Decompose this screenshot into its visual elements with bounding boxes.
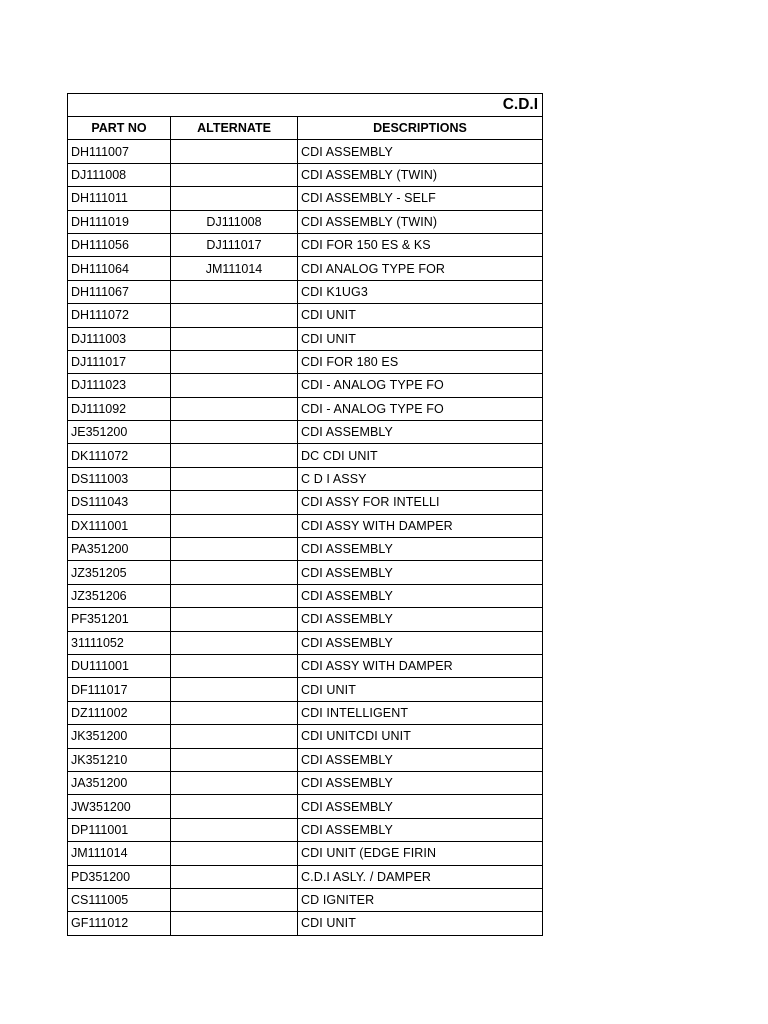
alternate-cell: JM111014 bbox=[171, 257, 298, 280]
part-no-cell: DJ111017 bbox=[68, 350, 171, 373]
table-body bbox=[68, 140, 543, 935]
part-no-cell: GF111012 bbox=[68, 912, 171, 935]
description-cell: CDI - ANALOG TYPE FO bbox=[298, 397, 543, 420]
description-cell: CDI ASSEMBLY bbox=[298, 818, 543, 841]
description-cell: CDI ASSEMBLY bbox=[298, 584, 543, 607]
alternate-cell: DJ111008 bbox=[171, 210, 298, 233]
alternate-cell bbox=[171, 584, 298, 607]
table-row bbox=[68, 748, 543, 771]
table-row bbox=[68, 584, 543, 607]
alternate-cell bbox=[171, 350, 298, 373]
part-no-cell: DJ111092 bbox=[68, 397, 171, 420]
table-row bbox=[68, 350, 543, 373]
description-cell: CDI ASSEMBLY bbox=[298, 631, 543, 654]
part-no-cell: DK111072 bbox=[68, 444, 171, 467]
part-no-cell: DH111007 bbox=[68, 140, 171, 163]
table-row bbox=[68, 795, 543, 818]
description-cell: CDI ASSEMBLY bbox=[298, 140, 543, 163]
description-cell: CDI ASSEMBLY bbox=[298, 771, 543, 794]
title-row bbox=[68, 94, 543, 117]
description-cell: CDI FOR 180 ES bbox=[298, 350, 543, 373]
sheet-title: C.D.I bbox=[68, 94, 543, 117]
table-row bbox=[68, 257, 543, 280]
table-row bbox=[68, 912, 543, 935]
description-cell: CDI UNIT (EDGE FIRIN bbox=[298, 842, 543, 865]
alternate-cell bbox=[171, 397, 298, 420]
part-no-cell: JZ351205 bbox=[68, 561, 171, 584]
part-no-cell: JM111014 bbox=[68, 842, 171, 865]
parts-sheet bbox=[67, 93, 542, 936]
alternate-cell bbox=[171, 280, 298, 303]
part-no-cell: JK351210 bbox=[68, 748, 171, 771]
table-row bbox=[68, 888, 543, 911]
description-cell: C.D.I ASLY. / DAMPER bbox=[298, 865, 543, 888]
alternate-cell bbox=[171, 842, 298, 865]
table-row bbox=[68, 865, 543, 888]
alternate-cell bbox=[171, 374, 298, 397]
alternate-cell bbox=[171, 327, 298, 350]
table-row bbox=[68, 538, 543, 561]
part-no-cell: JK351200 bbox=[68, 725, 171, 748]
column-header-alternate: ALTERNATE bbox=[171, 117, 298, 140]
alternate-cell bbox=[171, 865, 298, 888]
part-no-cell: DJ111003 bbox=[68, 327, 171, 350]
alternate-cell bbox=[171, 818, 298, 841]
table-row bbox=[68, 678, 543, 701]
alternate-cell bbox=[171, 140, 298, 163]
part-no-cell: DZ111002 bbox=[68, 701, 171, 724]
description-cell: CDI UNIT bbox=[298, 912, 543, 935]
part-no-cell: DH111067 bbox=[68, 280, 171, 303]
description-cell: CDI - ANALOG TYPE FO bbox=[298, 374, 543, 397]
table-row bbox=[68, 725, 543, 748]
table-row bbox=[68, 374, 543, 397]
description-cell: CDI FOR 150 ES & KS bbox=[298, 233, 543, 256]
part-no-cell: PD351200 bbox=[68, 865, 171, 888]
table-row bbox=[68, 631, 543, 654]
description-cell: CDI ASSEMBLY (TWIN) bbox=[298, 210, 543, 233]
alternate-cell bbox=[171, 771, 298, 794]
alternate-cell bbox=[171, 888, 298, 911]
part-no-cell: PA351200 bbox=[68, 538, 171, 561]
table-row bbox=[68, 187, 543, 210]
table-row bbox=[68, 233, 543, 256]
description-cell: CDI ASSEMBLY (TWIN) bbox=[298, 163, 543, 186]
table-row bbox=[68, 163, 543, 186]
table-row bbox=[68, 842, 543, 865]
description-cell: CDI UNIT bbox=[298, 327, 543, 350]
description-cell: CD IGNITER bbox=[298, 888, 543, 911]
table-row bbox=[68, 421, 543, 444]
description-cell: CDI UNITCDI UNIT bbox=[298, 725, 543, 748]
part-no-cell: JZ351206 bbox=[68, 584, 171, 607]
table-row bbox=[68, 304, 543, 327]
table-row bbox=[68, 818, 543, 841]
alternate-cell bbox=[171, 561, 298, 584]
part-no-cell: DF111017 bbox=[68, 678, 171, 701]
alternate-cell bbox=[171, 538, 298, 561]
table-row bbox=[68, 608, 543, 631]
table-row bbox=[68, 327, 543, 350]
table-row bbox=[68, 467, 543, 490]
alternate-cell bbox=[171, 421, 298, 444]
table-row bbox=[68, 654, 543, 677]
alternate-cell bbox=[171, 748, 298, 771]
part-no-cell: 31111052 bbox=[68, 631, 171, 654]
header-row bbox=[68, 117, 543, 140]
description-cell: CDI ASSY WITH DAMPER bbox=[298, 514, 543, 537]
part-no-cell: DJ111008 bbox=[68, 163, 171, 186]
description-cell: CDI ASSEMBLY bbox=[298, 561, 543, 584]
table-row bbox=[68, 210, 543, 233]
alternate-cell bbox=[171, 514, 298, 537]
alternate-cell bbox=[171, 678, 298, 701]
part-no-cell: DH111011 bbox=[68, 187, 171, 210]
part-no-cell: DH111019 bbox=[68, 210, 171, 233]
description-cell: CDI ASSEMBLY bbox=[298, 608, 543, 631]
description-cell: CDI ASSY WITH DAMPER bbox=[298, 654, 543, 677]
description-cell: CDI UNIT bbox=[298, 678, 543, 701]
table-row bbox=[68, 397, 543, 420]
table-row bbox=[68, 444, 543, 467]
alternate-cell bbox=[171, 187, 298, 210]
description-cell: CDI ASSEMBLY bbox=[298, 538, 543, 561]
table-row bbox=[68, 771, 543, 794]
alternate-cell bbox=[171, 795, 298, 818]
column-header-part-no: PART NO bbox=[68, 117, 171, 140]
part-no-cell: DJ111023 bbox=[68, 374, 171, 397]
description-cell: CDI ASSEMBLY - SELF bbox=[298, 187, 543, 210]
alternate-cell bbox=[171, 491, 298, 514]
description-cell: CDI ANALOG TYPE FOR bbox=[298, 257, 543, 280]
part-no-cell: DH111056 bbox=[68, 233, 171, 256]
description-cell: CDI ASSEMBLY bbox=[298, 421, 543, 444]
alternate-cell bbox=[171, 912, 298, 935]
table-row bbox=[68, 561, 543, 584]
description-cell: CDI INTELLIGENT bbox=[298, 701, 543, 724]
part-no-cell: PF351201 bbox=[68, 608, 171, 631]
alternate-cell bbox=[171, 444, 298, 467]
table-row bbox=[68, 491, 543, 514]
alternate-cell bbox=[171, 163, 298, 186]
table-row bbox=[68, 280, 543, 303]
alternate-cell bbox=[171, 608, 298, 631]
part-no-cell: DP111001 bbox=[68, 818, 171, 841]
part-no-cell: DH111072 bbox=[68, 304, 171, 327]
part-no-cell: DX111001 bbox=[68, 514, 171, 537]
description-cell: DC CDI UNIT bbox=[298, 444, 543, 467]
part-no-cell: DS111003 bbox=[68, 467, 171, 490]
table-row bbox=[68, 140, 543, 163]
part-no-cell: DS111043 bbox=[68, 491, 171, 514]
part-no-cell: JE351200 bbox=[68, 421, 171, 444]
part-no-cell: DH111064 bbox=[68, 257, 171, 280]
alternate-cell: DJ111017 bbox=[171, 233, 298, 256]
alternate-cell bbox=[171, 467, 298, 490]
parts-table bbox=[67, 93, 543, 936]
description-cell: CDI UNIT bbox=[298, 304, 543, 327]
alternate-cell bbox=[171, 654, 298, 677]
description-cell: CDI K1UG3 bbox=[298, 280, 543, 303]
table-row bbox=[68, 701, 543, 724]
description-cell: CDI ASSY FOR INTELLI bbox=[298, 491, 543, 514]
description-cell: CDI ASSEMBLY bbox=[298, 748, 543, 771]
part-no-cell: JW351200 bbox=[68, 795, 171, 818]
column-header-descriptions: DESCRIPTIONS bbox=[298, 117, 543, 140]
description-cell: C D I ASSY bbox=[298, 467, 543, 490]
part-no-cell: JA351200 bbox=[68, 771, 171, 794]
part-no-cell: DU111001 bbox=[68, 654, 171, 677]
part-no-cell: CS111005 bbox=[68, 888, 171, 911]
alternate-cell bbox=[171, 701, 298, 724]
alternate-cell bbox=[171, 631, 298, 654]
alternate-cell bbox=[171, 304, 298, 327]
table-row bbox=[68, 514, 543, 537]
description-cell: CDI ASSEMBLY bbox=[298, 795, 543, 818]
alternate-cell bbox=[171, 725, 298, 748]
